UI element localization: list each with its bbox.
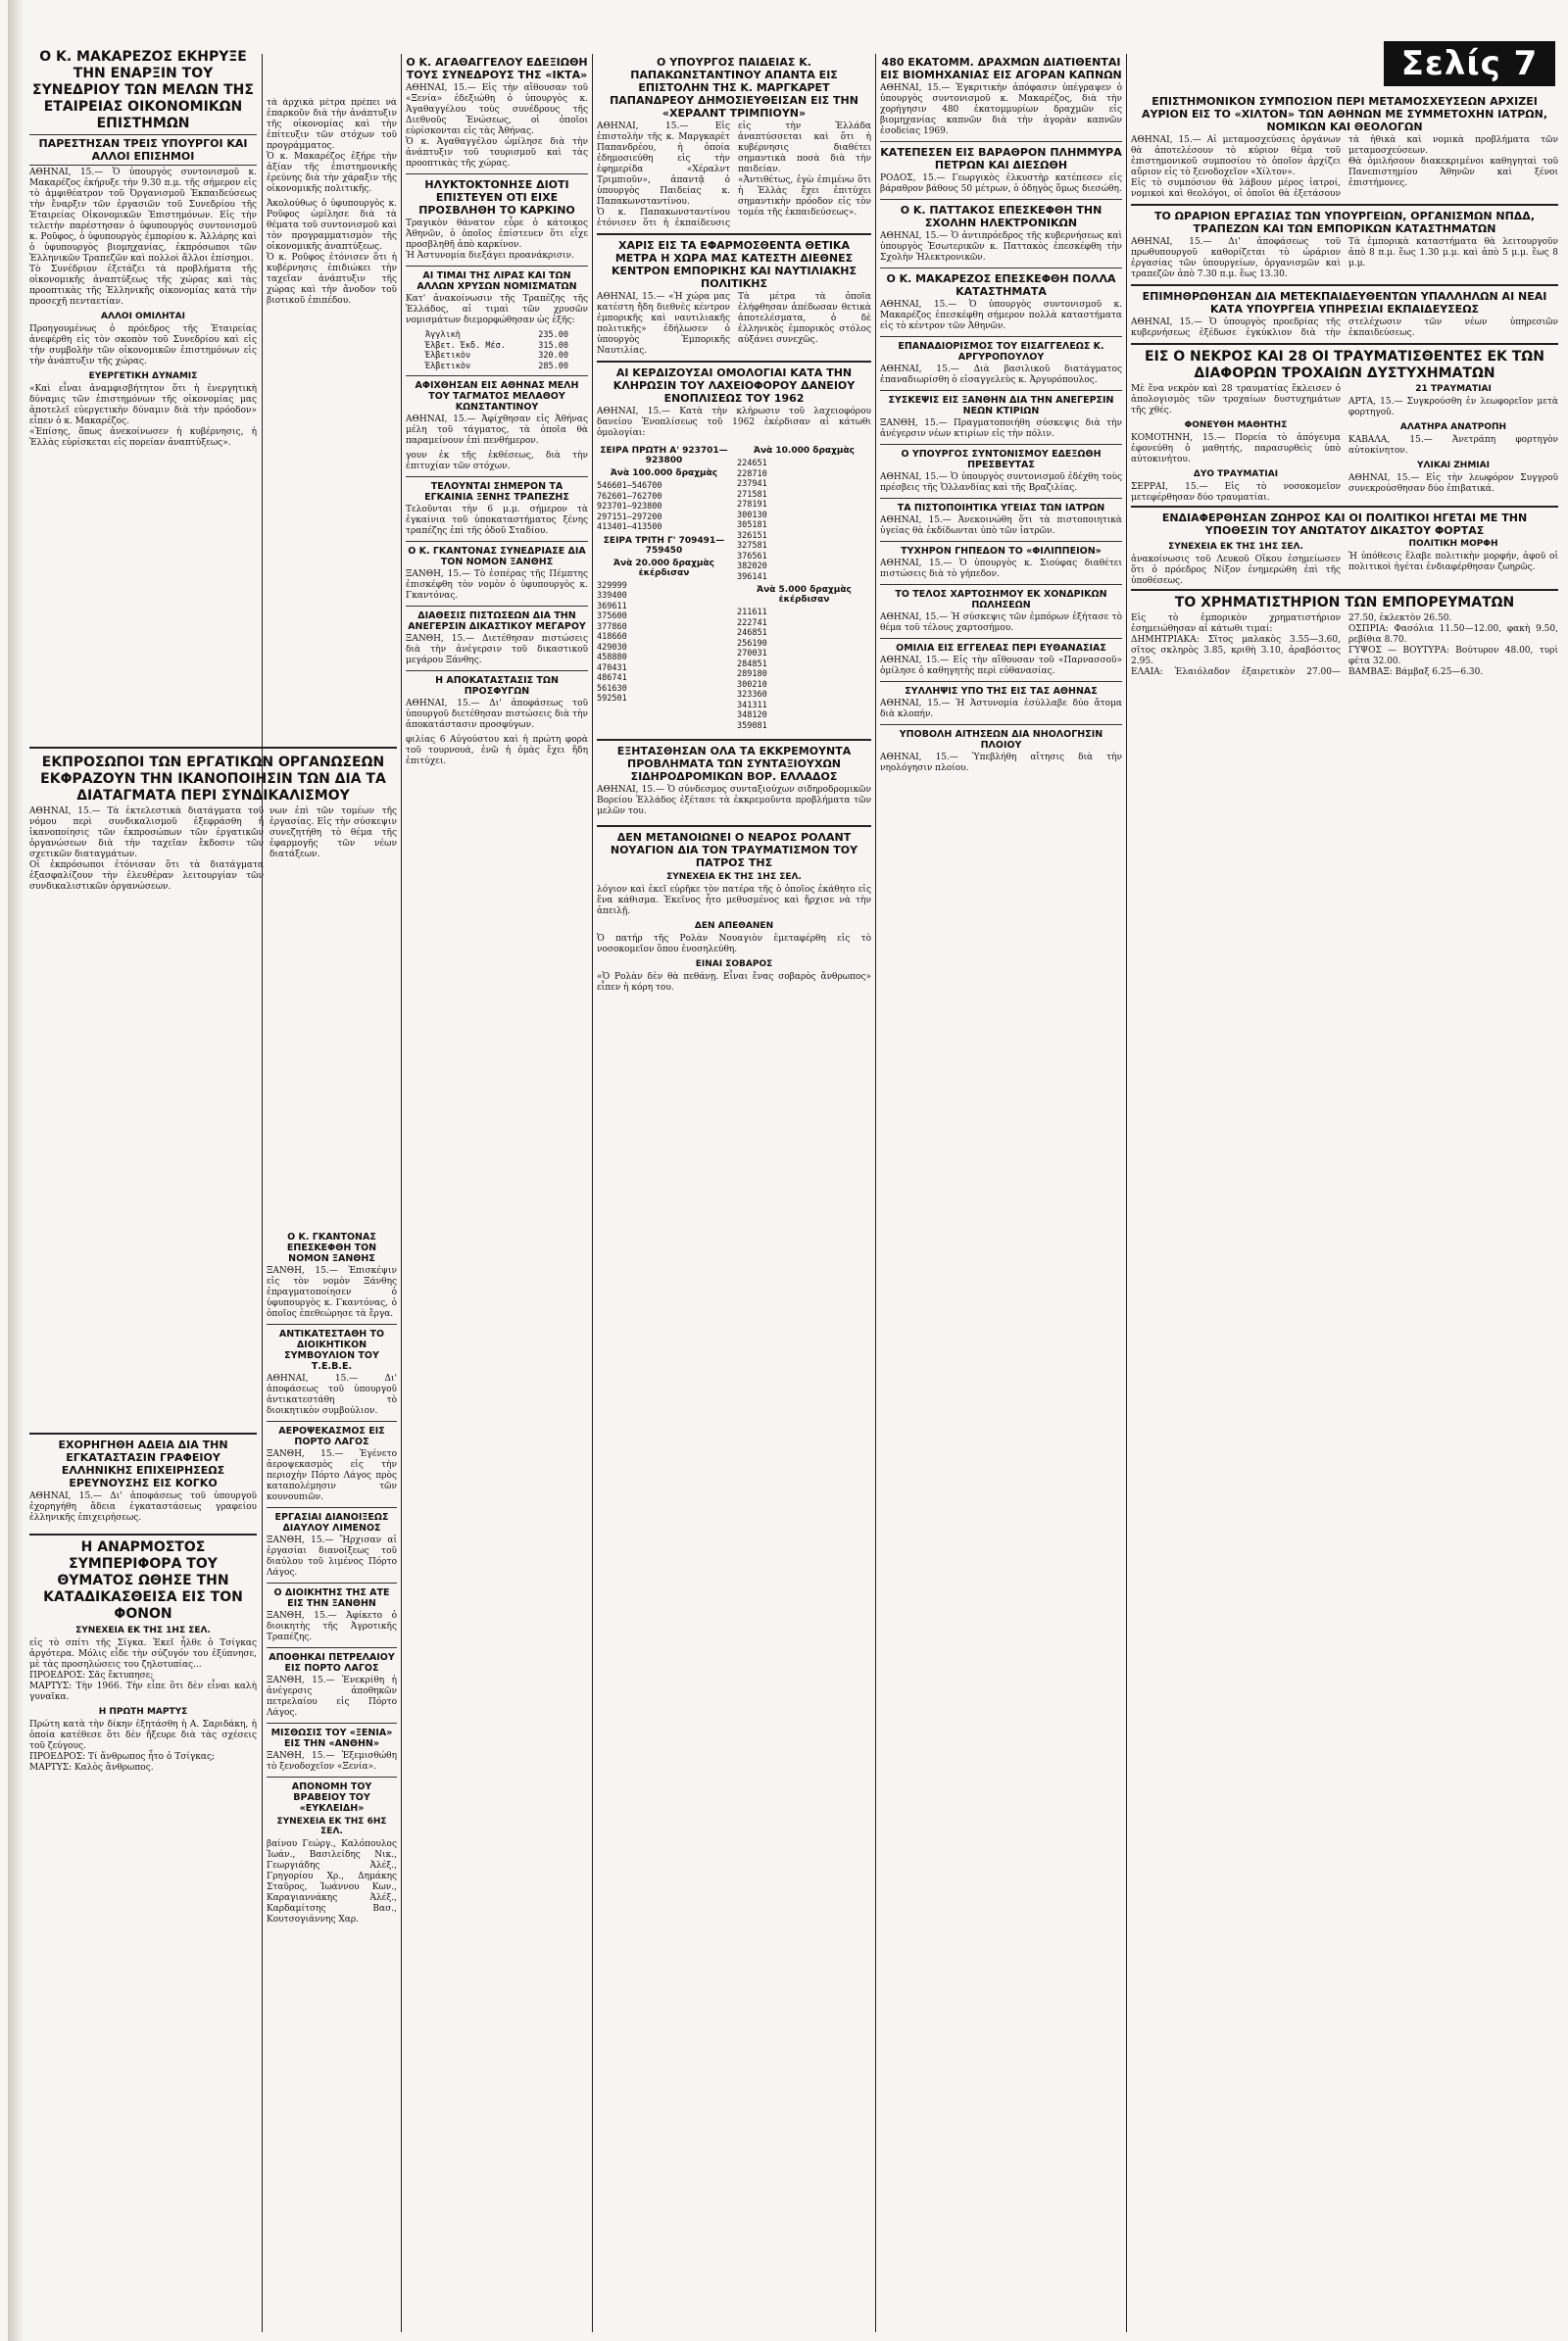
headline: Ο Κ. ΜΑΚΑΡΕΖΟΣ ΕΚΗΡΥΞΕ ΤΗΝ ΕΝΑΡΞΙΝ ΤΟΥ ΣΥΝΕΔΡΙΟΥ ΤΩΝ ΜΕΛΩΝ ΤΗΣ ΕΤΑΙΡΕΙΑΣ ΟΙΚΟΝΟΜΙΚΩΝ ΕΠΙΣΤΗΜΩΝ bbox=[32, 49, 254, 131]
article-body: ΑΘΗΝΑΙ, 15.— Ἡ Ἀστυνομία ἐσύλλαβε δύο ἄτομα διὰ κλοπήν. bbox=[880, 699, 1122, 719]
headline: ΚΑΤΕΠΕΣΕΝ ΕΙΣ ΒΑΡΑΘΡΟΝ ΠΛΗΜΜΥΡΑ ΠΕΤΡΩΝ ΚΑΙ ΔΙΕΣΩΘΗ bbox=[880, 146, 1122, 171]
headline: ΑΙ ΤΙΜΑΙ ΤΗΣ ΛΙΡΑΣ ΚΑΙ ΤΩΝ ΑΛΛΩΝ ΧΡΥΣΩΝ ΝΟΜΙΣΜΑΤΩΝ bbox=[416, 270, 577, 292]
article-body: ΑΡΤΑ, 15.— Συγκρούσθη ἐν λεωφορεῖον μετὰ φορτηγοῦ. bbox=[1348, 397, 1558, 417]
headline: ΕΠΙΜΗΘΡΩΘΗΣΑΝ ΔΙΑ ΜΕΤΕΚΠΑΙΔΕΥΘΕΝΤΩΝ ΥΠΑΛΛΗΛΩΝ ΑΙ ΝΕΑΙ ΚΑΤΑ ΥΠΟΥΡΓΕΙΑ ΥΠΗΡΕΣΙΑΙ ΕΚΠΑΙΔΕΥΣΕΩΣ bbox=[1131, 284, 1558, 316]
headline: ΥΠΟΒΟΛΗ ΑΙΤΗΣΕΩΝ ΔΙΑ ΝΗΟΛΟΓΗΣΙΝ ΠΛΟΙΟΥ bbox=[899, 729, 1103, 751]
bond-prize-label: Ἀνὰ 100.000 δραχμὰς bbox=[610, 468, 718, 478]
continuation-note: ΣΥΝΕΧΕΙΑ ΕΚ ΤΗΣ 1ΗΣ ΣΕΛ. bbox=[666, 872, 802, 882]
bond-lists bbox=[597, 443, 871, 731]
bond-number: 341311 bbox=[737, 700, 767, 710]
section-subhead: ΑΛΑΤΗΡΑ ΑΝΑΤΡΟΠΗ bbox=[1399, 422, 1507, 432]
bond-number: 271581 bbox=[737, 489, 767, 500]
article-body: ΑΘΗΝΑΙ, 15.— Ὁ ἀντιπρόεδρος τῆς κυβερνήσεως καὶ ὑπουργὸς Ἐσωτερικῶν κ. Παττακὸς ἐπεσκέφθη τὴν Σχολὴν Ἠλεκτρονικῶν. bbox=[880, 231, 1122, 263]
section-subhead: ΕΥΕΡΓΕΤΙΚΗ ΔΥΝΑΜΙΣ bbox=[88, 371, 198, 381]
headline: ΤΑ ΠΙΣΤΟΠΟΙΗΤΙΚΑ ΥΓΕΙΑΣ ΤΩΝ ΙΑΤΡΩΝ bbox=[897, 503, 1105, 513]
article-body: ἀνακοίνωσις τοῦ Λευκοῦ Οἴκου ἐσημείωσεν ὅτι ὁ πρόεδρος Νίξον ἐνημερώθη ἐπὶ τῆς ὑποθέσεως. bbox=[1131, 555, 1341, 586]
article-body: Πρώτη κατὰ τὴν δίκην ἐξητάσθη ἡ Α. Σαριδάκη, ἡ ὁποία κατέθεσε ὅτι δὲν ἤξευρε διὰ τὰς σχέσεις τοῦ ζεύγους. ΠΡΟΕΔΡΟΣ: Τί ἄνθρωπος ἦτο ὁ Τσίγκας; ΜΑΡΤΥΣ: Καλὸς ἄνθρωπος. bbox=[29, 1720, 257, 1773]
headline: ΤΟ ΧΡΗΜΑΤΙΣΤΗΡΙΟΝ ΤΩΝ ΕΜΠΟΡΕΥΜΑΤΩΝ bbox=[1131, 589, 1558, 611]
bond-number: 592501 bbox=[597, 694, 627, 704]
bond-number: 289180 bbox=[737, 669, 767, 679]
column-2-lower bbox=[267, 1230, 397, 2332]
article-body: ΞΑΝΘΗ, 15.— Διετέθησαν πιστώσεις διὰ τὴν ἀνέγερσιν τοῦ δικαστικοῦ μεγάρου Ξάνθης. bbox=[406, 634, 588, 665]
bond-number: 329999 bbox=[597, 580, 627, 591]
bond-number: 284851 bbox=[737, 658, 767, 669]
bond-number: 256190 bbox=[737, 638, 767, 649]
section-subhead: ΑΛΛΟΙ ΟΜΙΛΗΤΑΙ bbox=[101, 312, 185, 321]
section-subhead: ΠΟΛΙΤΙΚΗ ΜΟΡΦΗ bbox=[1408, 539, 1498, 549]
bond-prize-label: Ἀνὰ 20.000 δραχμὰς ἐκέρδισαν bbox=[612, 558, 715, 578]
article-body: ΑΘΗΝΑΙ, 15.— Ὁ ὑπουργὸς συντονισμοῦ ἐδέχθη τοὺς πρέσβεις τῆς Ὁλλανδίας καὶ τῆς Βραζιλίας. bbox=[880, 472, 1122, 493]
headline: ΕΚΠΡΟΣΩΠΟΙ ΤΩΝ ΕΡΓΑΤΙΚΩΝ ΟΡΓΑΝΩΣΕΩΝ ΕΚΦΡΑΖΟΥΝ ΤΗΝ ΙΚΑΝΟΠΟΙΗΣΙΝ ΤΩΝ ΔΙΑ ΤΑ ΔΙΑΤΑΓΜΑΤΑ ΠΕΡΙ ΣΥΝΔΙΚΑΛΙΣΜΟΥ bbox=[40, 755, 386, 804]
bond-number: 375600 bbox=[597, 611, 627, 621]
headline: ΧΑΡΙΣ ΕΙΣ ΤΑ ΕΦΑΡΜΟΣΘΕΝΤΑ ΘΕΤΙΚΑ ΜΕΤΡΑ Η ΧΩΡΑ ΜΑΣ ΚΑΤΕΣΤΗ ΔΙΕΘΝΕΣ ΚΕΝΤΡΟΝ ΕΜΠΟΡΙΚΗΣ ΚΑΙ ΝΑΥΤΙΛΙΑΚΗΣ ΠΟΛΙΤΙΚΗΣ bbox=[597, 233, 871, 290]
bond-series-label: ΣΕΙΡΑ ΤΡΙΤΗ Γ' 709491—759450 bbox=[603, 535, 725, 556]
article-body: Κατ' ἀνακοίνωσιν τῆς Τραπέζης τῆς Ἑλλάδος, αἱ τιμαὶ τῶν χρυσῶν νομισμάτων διεμορφώθησαν ὡς ἑξῆς: bbox=[406, 294, 588, 325]
bond-number: 546601—546700 bbox=[597, 481, 662, 491]
article-body: ΞΑΝΘΗ, 15.— Τὸ ἐσπέρας τῆς Πέμπτης ἐπισκέφθη τὸν νομὸν ὁ ὑφυπουργὸς κ. Γκαντόνας. bbox=[406, 569, 588, 601]
article-body: ΑΘΗΝΑΙ, 15.— Δι' ἀποφάσεως τοῦ ὑπουργοῦ ἀντικατεστάθη τὸ διοικητικὸν συμβούλιον. bbox=[267, 1374, 397, 1416]
headline: ΕΧΟΡΗΓΗΘΗ ΑΔΕΙΑ ΔΙΑ ΤΗΝ ΕΓΚΑΤΑΣΤΑΣΙΝ ΓΡΑΦΕΙΟΥ ΕΛΛΗΝΙΚΗΣ ΕΠΙΧΕΙΡΗΣΕΩΣ ΕΡΕΥΝΟΥΣΗΣ ΕΙΣ ΚΟΓΚΟ bbox=[29, 1433, 257, 1489]
headline: Ο ΥΠΟΥΡΓΟΣ ΣΥΝΤΟΝΙΣΜΟΥ ΕΔΕΞΩΘΗ ΠΡΕΣΒΕΥΤΑΣ bbox=[901, 449, 1102, 470]
article-body: ΞΑΝΘΗ, 15.— Ἀφίκετο ὁ διοικητὴς τῆς Ἀγροτικῆς Τραπέζης. bbox=[267, 1611, 397, 1642]
headline: ΕΠΑΝΑΔΙΟΡΙΣΜΟΣ ΤΟΥ ΕΙΣΑΓΓΕΛΕΩΣ Κ. ΑΡΓΥΡΟΠΟΥΛΟΥ bbox=[898, 341, 1104, 363]
article-body: ΞΑΝΘΗ, 15.— Ἐξεμισθώθη τὸ ξενοδοχεῖον «Ξενία». bbox=[267, 1751, 397, 1772]
article-body: ΑΘΗΝΑΙ, 15.— Ἀνεκοινώθη ὅτι τὰ πιστοποιητικὰ ὑγείας θὰ ἐκδίδωνται ὑπὸ τῶν ἰατρῶν. bbox=[880, 515, 1122, 536]
column-3 bbox=[406, 54, 588, 2332]
headline: ΔΕΝ ΜΕΤΑΝΟΙΩΝΕΙ Ο ΝΕΑΡΟΣ ΡΟΛΑΝΤ ΝΟΥΑΓΙΟΝ ΔΙΑ ΤΟΝ ΤΡΑΥΜΑΤΙΣΜΟΝ ΤΟΥ ΠΑΤΡΟΣ ΤΗΣ bbox=[597, 825, 871, 869]
bond-number: 382020 bbox=[737, 561, 767, 571]
article-body: ΚΑΒΑΛΑ, 15.— Ἀνετράπη φορτηγὸν αὐτοκίνητον. bbox=[1348, 435, 1558, 456]
headline: ΤΥΧΗΡΟΝ ΓΗΠΕΔΟΝ ΤΟ «ΦΙΛΙΠΠΕΙΟΝ» bbox=[901, 546, 1102, 557]
continuation-note: ΣΥΝΕΧΕΙΑ ΕΚ ΤΗΣ 6ΗΣ ΣΕΛ. bbox=[276, 1817, 387, 1836]
article-body: «Καὶ εἶναι ἀναμφισβήτητον ὅτι ἡ ἐνεργητικὴ δύναμις τῶν ἐπιστημόνων τῆς οἰκονομίας μας ἀποτελεῖ εὐεργετικὴν δύναμιν διὰ τὴν πρόοδον» εἶπεν ὁ κ. Μακαρέζος. «Ἐπίσης, ὅπως ἀνεκοίνωσεν ἡ κυβέρνησις, ἡ Ἐλλὰς εὑρίσκεται εἰς πορείαν ἀναπτύξεως». bbox=[29, 384, 257, 448]
article-body: ΑΘΗΝΑΙ, 15.— Ὑπεβλήθη αἴτησις διὰ τὴν νηολόγησιν πλοίου. bbox=[880, 753, 1122, 773]
article-body: ΑΘΗΝΑΙ, 15.— Ἐγκριτικὴν ἀπόφασιν ὑπέγραψεν ὁ ὑπουργὸς συντονισμοῦ κ. Μακαρέζος, διὰ τὴν χορήγησιν 480 ἑκατομμυρίων δραχμῶν εἰς βιομηχανίας καπνῶν διὰ τὴν ἀγορὰν καπνῶν ἐσοδείας 1969. bbox=[880, 83, 1122, 136]
article-body: Προηγουμένως ὁ πρόεδρος τῆς Ἑταιρείας ἀνεφέρθη εἰς τὸν σκοπὸν τοῦ Συνεδρίου καὶ εἰς τὴν συμβολὴν τῶν οἰκονομικῶν ἐπιστημόνων εἰς τὴν ἀνάπτυξιν τῆς χώρας. bbox=[29, 324, 257, 366]
bond-number: 429030 bbox=[597, 642, 627, 653]
article-body: ΑΘΗΝΑΙ, 15.— Ἀφίχθησαν εἰς Ἀθήνας μέλη τοῦ τάγματος, τὰ ὁποῖα θὰ παραμείνουν ἐπὶ πενθήμερον. bbox=[406, 415, 588, 446]
bond-number: 211611 bbox=[737, 608, 767, 617]
headline: 480 ΕΚΑΤΟΜΜ. ΔΡΑΧΜΩΝ ΔΙΑΤΙΘΕΝΤΑΙ ΕΙΣ ΒΙΟΜΗΧΑΝΙΑΣ ΕΙΣ ΑΓΟΡΑΝ ΚΑΠΝΩΝ bbox=[880, 56, 1122, 81]
continuation-note: ΣΥΝΕΧΕΙΑ ΕΚ ΤΗΣ 1ΗΣ ΣΕΛ. bbox=[1168, 542, 1303, 552]
page-number-tag: Σελίς 7 bbox=[1384, 41, 1555, 86]
headline: Ο ΥΠΟΥΡΓΟΣ ΠΑΙΔΕΙΑΣ Κ. ΠΑΠΑΚΩΝΣΤΑΝΤΙΝΟΥ ΑΠΑΝΤΑ ΕΙΣ ΕΠΙΣΤΟΛΗΝ ΤΗΣ Κ. ΜΑΡΓΚΑΡΕΤ ΠΑΠΑΝΔΡΕΟΥ ΔΗΜΟΣΙΕΥΘΕΙΣΑΝ ΕΙΣ ΤΗΝ «ΧΕΡΑΛΝΤ ΤΡΙΜΠΙΟΥΝ» bbox=[610, 56, 858, 120]
column-5 bbox=[880, 54, 1122, 2332]
headline: ΔΙΑΘΕΣΙΣ ΠΙΣΤΩΣΕΩΝ ΔΙΑ ΤΗΝ ΑΝΕΓΕΡΣΙΝ ΔΙΚΑΣΤΙΚΟΥ ΜΕΓΑΡΟΥ bbox=[408, 610, 586, 632]
bond-number: 222741 bbox=[737, 617, 767, 628]
article-body: Ὁ πατήρ τῆς Ρολὰν Νουαγιὸν ἐμεταφέρθη εἰς τὸ νοσοκομεῖον ὅπου ἐνοσηλεύθη. bbox=[597, 934, 871, 954]
article-body: τὰ ἀρχικὰ μέτρα πρέπει νὰ ἐπαρκοῦν διὰ τὴν ἀνάπτυξιν τῆς οἰκονομίας καὶ τὴν ἐπίτευξιν τῶν στόχων τοῦ προγράμματος. Ὁ κ. Μακαρέζος ἐξήρε τὴν ἀξίαν τῆς ἐπιστημονικῆς ἐρεύνης διὰ τὴν χάραξιν τῆς οἰκονομικῆς πολιτικῆς. bbox=[267, 98, 397, 194]
article-body: ΑΘΗΝΑΙ, 15.— Εἰς ἐπιστολὴν τῆς κ. Μαργκαρὲτ Παπανδρέου, ἡ ὁποία ἐδημοσιεύθη εἰς τὴν ἐφημερίδα «Χέραλντ Τριμπιοῦν», ἀπαντᾷ ὁ ὑπουργὸς Παιδείας κ. Παπακωνσταντίνου. Ὁ κ. Παπακωνσταντίνου ἐτόνισεν ὅτι ἡ ἐκπαίδευσις εἰς τὴν Ἑλλάδα ἀναπτύσσεται καὶ ὅτι ἡ κυβέρνησις διαθέτει σημαντικὰ ποσὰ διὰ τὴν παιδείαν. «Ἀντιθέτως, ἐγὼ ἐπιμένω ὅτι ἡ Ἑλλὰς ἔχει ἐπιτύχει σημαντικὴν πρόοδον εἰς τὸν τομέα τῆς ἐκπαιδεύσεως». bbox=[597, 122, 871, 228]
article-body: ΞΑΝΘΗ, 15.— Ἐπισκέψιν εἰς τὸν νομὸν Ξάνθης ἐπραγματοποίησεν ὁ ὑφυπουργὸς κ. Γκαντόνας, ὁ ὁποῖος ἐπεθεώρησε τὰ ἔργα. bbox=[267, 1266, 397, 1319]
headline: Ο Κ. ΑΓΑΘΑΓΓΕΛΟΥ ΕΔΕΞΙΩΘΗ ΤΟΥΣ ΣΥΝΕΔΡΟΥΣ ΤΗΣ «ΙΚΤΑ» bbox=[406, 56, 588, 81]
price-row: Ἑλβετικὸν 320.00 bbox=[425, 351, 568, 361]
bond-number: 270031 bbox=[737, 649, 767, 658]
headline: ΑΦΙΧΘΗΣΑΝ ΕΙΣ ΑΘΗΝΑΣ ΜΕΛΗ ΤΟΥ ΤΑΓΜΑΤΟΣ ΜΕΛΑΘΟΥ ΚΩΝΣΤΑΝΤΙΝΟΥ bbox=[415, 380, 579, 413]
page-fold-shadow bbox=[8, 0, 24, 2341]
article-body: ΣΕΡΡΑΙ, 15.— Εἰς τὸ νοσοκομεῖον μετεφέρθησαν δύο τραυματίαι. bbox=[1131, 482, 1341, 503]
headline: ΕΙΣ Ο ΝΕΚΡΟΣ ΚΑΙ 28 ΟΙ ΤΡΑΥΜΑΤΙΣΘΕΝΤΕΣ ΕΚ ΤΩΝ ΔΙΑΦΟΡΩΝ ΤΡΟΧΑΙΩΝ ΔΥΣΤΥΧΗΜΑΤΩΝ bbox=[1131, 343, 1558, 382]
continuation-note: ΣΥΝΕΧΕΙΑ ΕΚ ΤΗΣ 1ΗΣ ΣΕΛ. bbox=[75, 1626, 211, 1635]
headline: ΕΝΔΙΑΦΕΡΘΗΣΑΝ ΖΩΗΡΟΣ ΚΑΙ ΟΙ ΠΟΛΙΤΙΚΟΙ ΗΓΕΤΑΙ ΜΕ ΤΗΝ ΥΠΟΘΕΣΙΝ ΤΟΥ ΑΝΩΤΑΤΟΥ ΔΙΚΑΣΤΟΥ ΦΟΡΤΑΣ bbox=[1131, 506, 1558, 537]
bond-number: 246851 bbox=[737, 628, 767, 638]
article-body: Ἀκολούθως ὁ ὑφυπουργὸς κ. Ροῦφος ὡμίλησε διὰ τὰ θέματα τοῦ συντονισμοῦ καὶ τὸν προγραμματισμὸν τῆς οἰκονομικῆς ἀναπτύξεως. Ὁ κ. Ροῦφος ἐτόνισεν ὅτι ἡ κυβέρνησις ἐπιδιώκει τὴν ταχεῖαν ἀνάπτυξιν τῆς χώρας καὶ τὴν ἄνοδον τοῦ βιοτικοῦ ἐπιπέδου. bbox=[267, 199, 397, 306]
article-body: ΑΘΗΝΑΙ, 15.— Ὁ ὑπουργὸς προεδρίας τῆς κυβερνήσεως ἐξέδωσε ἐγκύκλιον διὰ τὴν στελέχωσιν τῶν νέων ὑπηρεσιῶν ἐκπαιδεύσεως. bbox=[1131, 317, 1558, 338]
article-labor-unions bbox=[29, 747, 397, 1219]
column-4 bbox=[597, 54, 871, 2332]
bond-number: 561630 bbox=[597, 683, 627, 694]
article-body: Τραγικὸν θάνατον εὗρε ὁ κάτοικος Ἀθηνῶν, ὁ ὁποῖος ἐπίστευεν ὅτι εἶχε προσβληθῆ ἀπὸ καρκίνον. Ἡ Ἀστυνομία διεξάγει προανάκρισιν. bbox=[406, 219, 588, 261]
headline: Ο Κ. ΜΑΚΑΡΕΖΟΣ ΕΠΕΣΚΕΦΘΗ ΠΟΛΛΑ ΚΑΤΑΣΤΗΜΑΤΑ bbox=[886, 272, 1116, 298]
section-subhead: ΥΛΙΚΑΙ ΖΗΜΙΑΙ bbox=[1417, 461, 1490, 470]
article-body: ΑΘΗΝΑΙ, 15.— Εἰς τὴν λεωφόρον Συγγροῦ συνεκρούσθησαν δύο ἐπιβατικά. bbox=[1348, 473, 1558, 494]
headline: ΗΛΥΚΤΟΚΤΟΝΗΣΕ ΔΙΟΤΙ ΕΠΙΣΤΕΥΕΝ ΟΤΙ ΕΙΧΕ ΠΡΟΣΒΛΗΘΗ ΤΟ ΚΑΡΚΙΝΟ bbox=[418, 178, 575, 217]
article-body: ΑΘΗΝΑΙ, 15.— «Ἡ χώρα μας κατέστη ἤδη διεθνὲς κέντρον ἐμπορικῆς καὶ ναυτιλιακῆς πολιτικῆς» ἐδήλωσεν ὁ ὑπουργὸς Ἐμπορικῆς Ναυτιλίας. Τὰ μέτρα τὰ ὁποῖα ἐλήφθησαν ἀπέδωσαν θετικὰ ἀποτελέσματα, ὁ δὲ ἑλληνικὸς ἐμπορικὸς στόλος αὐξάνει συνεχῶς. bbox=[597, 292, 871, 356]
article-body: φιλίας 6 Αὐγούστου καὶ ἡ πρώτη φορὰ τοῦ τουρνουά, ἐνῶ ἡ ὁμὰς ἔχει ἤδη ἐπιτύχει. bbox=[406, 735, 588, 766]
bond-number: 470431 bbox=[597, 662, 627, 673]
bond-number: 278191 bbox=[737, 500, 767, 510]
article-body: ΞΑΝΘΗ, 15.— Πραγματοποιήθη σύσκεψις διὰ τὴν ἀνέγερσιν νέων κτιρίων εἰς τὴν πόλιν. bbox=[880, 418, 1122, 439]
bond-number: 300210 bbox=[737, 679, 767, 690]
article-body: ΑΘΗΝΑΙ, 15.— Δι' ἀποφάσεως τοῦ ὑπουργοῦ ἐχορηγήθη ἄδεια ἐγκαταστάσεως γραφείου ἐλληνικῆς ἐπιχειρήσεως. bbox=[29, 1491, 257, 1523]
bond-number: 923701—923800 bbox=[597, 502, 662, 512]
column-rule bbox=[592, 54, 593, 2332]
section-subhead: ΔΕΝ ΑΠΕΘΑΝΕΝ bbox=[694, 921, 774, 931]
headline: ΣΥΣΚΕΨΙΣ ΕΙΣ ΞΑΝΘΗΝ ΔΙΑ ΤΗΝ ΑΝΕΓΕΡΣΙΝ ΝΕΩΝ ΚΤΙΡΙΩΝ bbox=[888, 395, 1114, 416]
article-body: ΑΘΗΝΑΙ, 15.— Ὁ ὑπουργὸς συντονισμοῦ κ. Μακαρέζος ἐπεσκέφθη σήμερον πολλὰ καταστήματα εἰς τὸ κέντρον τῶν Ἀθηνῶν. bbox=[880, 300, 1122, 331]
fortas-case-body bbox=[1131, 539, 1558, 587]
bond-number: 237941 bbox=[737, 479, 767, 489]
article-body: ΑΘΗΝΑΙ, 15.— Εἰς τὴν αἴθουσαν τοῦ «Ξενία» ἐδεξιώθη ὁ ὑπουργὸς κ. Ἀγαθαγγέλου τοὺς συνέδρους τῆς Διεθνοῦς Ἑνώσεως, οἱ ὁποῖοι εὑρίσκονται εἰς τὰς Ἀθήνας. Ὁ κ. Ἀγαθαγγέλου ὡμίλησε διὰ τὴν ἀνάπτυξιν τοῦ τουρισμοῦ καὶ τὰς προοπτικὰς τῆς χώρας. bbox=[406, 83, 588, 169]
article-body: ΚΟΜΟΤΗΝΗ, 15.— Πορεία τὸ ἀπόγευμα ἐφονεύθη ὁ μαθητής, παρασυρθεὶς ὑπὸ αὐτοκινήτου. bbox=[1131, 433, 1341, 464]
headline: ΣΥΛΛΗΨΙΣ ΥΠΟ ΤΗΣ ΕΙΣ ΤΑΣ ΑΘΗΝΑΣ bbox=[905, 686, 1098, 697]
article-body: ΡΟΔΟΣ, 15.— Γεωργικὸς ἐλκυστὴρ κατέπεσεν εἰς βάραθρον βάθους 50 μέτρων, ὁ ὁδηγὸς ὅμως διεσώθη. bbox=[880, 173, 1122, 194]
article-body: ΑΘΗΝΑΙ, 15.— Δι' ἀποφάσεως τοῦ ὑπουργοῦ διετέθησαν πιστώσεις διὰ τὴν ἀποκατάστασιν προσφύγων. bbox=[406, 699, 588, 730]
bond-number: 377860 bbox=[597, 621, 627, 632]
headline: Ο Κ. ΓΚΑΝΤΟΝΑΣ ΣΥΝΕΔΡΙΑΣΕ ΔΙΑ ΤΟΝ ΝΟΜΟΝ ΞΑΝΘΗΣ bbox=[408, 546, 586, 567]
headline: ΤΕΛΟΥΝΤΑΙ ΣΗΜΕΡΟΝ ΤΑ ΕΓΚΑΙΝΙΑ ΞΕΝΗΣ ΤΡΑΠΕΖΗΣ bbox=[424, 481, 569, 503]
bond-number: 323360 bbox=[737, 690, 767, 700]
article-body: Ἡ ὑπόθεσις ἔλαβε πολιτικὴν μορφήν, ἀφοῦ οἱ πολιτικοὶ ἡγέται ἐνδιαφέρθησαν ζωηρῶς. bbox=[1348, 552, 1558, 572]
bond-number: 369611 bbox=[597, 601, 627, 611]
price-row: Ἀγγλικὴ 235.00 bbox=[425, 330, 568, 340]
bond-number: 326151 bbox=[737, 530, 767, 541]
headline: Η ΑΠΟΚΑΤΑΣΤΑΣΙΣ ΤΩΝ ΠΡΟΣΦΥΓΩΝ bbox=[435, 675, 559, 697]
headline: Ο Κ. ΓΚΑΝΤΟΝΑΣ ΕΠΕΣΚΕΦΘΗ ΤΟΝ ΝΟΜΟΝ ΞΑΝΘΗΣ bbox=[286, 1232, 377, 1264]
headline: Ο ΔΙΟΙΚΗΤΗΣ ΤΗΣ ΑΤΕ ΕΙΣ ΤΗΝ ΞΑΝΘΗΝ bbox=[273, 1587, 390, 1609]
section-subhead: ΔΥΟ ΤΡΑΥΜΑΤΙΑΙ bbox=[1193, 469, 1279, 479]
column-rule bbox=[875, 54, 876, 2332]
article-body: Τελοῦνται τὴν 6 μ.μ. σήμερον τὰ ἐγκαίνια τοῦ ὑποκαταστήματος ξένης τραπέζης ἐπὶ τῆς ὁδοῦ Σταδίου. bbox=[406, 505, 588, 536]
bond-number: 458880 bbox=[597, 653, 627, 662]
article-body: ΑΘΗΝΑΙ, 15.— Εἰς τὴν αἴθουσαν τοῦ «Παρνασσοῦ» ὁμίλησε ὁ καθηγητὴς περὶ εὐθανασίας. bbox=[880, 656, 1122, 676]
article-body: ΞΑΝΘΗ, 15.— Ἐνεκρίθη ἡ ἀνέγερσις ἀποθηκῶν πετρελαίου εἰς Πόρτο Λάγος. bbox=[267, 1676, 397, 1718]
column-rule bbox=[401, 54, 402, 2332]
bond-number: 297151—297200 bbox=[597, 512, 662, 522]
headline: ΜΙΣΘΩΣΙΣ ΤΟΥ «ΞΕΝΙΑ» ΕΙΣ ΤΗΝ «ΑΝΘΗΝ» bbox=[270, 1728, 393, 1749]
column-2 bbox=[267, 98, 397, 735]
bond-number: 359081 bbox=[737, 720, 767, 731]
headline: ΤΟ ΩΡΑΡΙΟΝ ΕΡΓΑΣΙΑΣ ΤΩΝ ΥΠΟΥΡΓΕΙΩΝ, ΟΡΓΑΝΙΣΜΩΝ ΝΠΔΔ, ΤΡΑΠΕΖΩΝ ΚΑΙ ΤΩΝ ΕΜΠΟΡΙΚΩΝ ΚΑΤΑΣΤΗΜΑΤΩΝ bbox=[1131, 204, 1558, 235]
article-body: ΞΑΝΘΗ, 15.— Ἐγένετο ἀεροψεκασμὸς εἰς τὴν περιοχὴν Πόρτο Λάγος πρὸς καταπολέμησιν τῶν κουνουπιῶν. bbox=[267, 1449, 397, 1502]
headline: ΕΞΗΤΑΣΘΗΣΑΝ ΟΛΑ ΤΑ ΕΚΚΡΕΜΟΥΝΤΑ ΠΡΟΒΛΗΜΑΤΑ ΤΩΝ ΣΥΝΤΑΞΙΟΥΧΩΝ ΣΙΔΗΡΟΔΡΟΜΙΚΩΝ ΒΟΡ. ΕΛΛΑΔΟΣ bbox=[597, 739, 871, 783]
bond-number: 228710 bbox=[737, 468, 767, 479]
price-row: Ἐλβετικὸν 285.00 bbox=[425, 361, 568, 371]
headline: ΑΕΡΟΨΕΚΑΣΜΟΣ ΕΙΣ ΠΟΡΤΟ ΛΑΓΟΣ bbox=[278, 1426, 385, 1447]
price-row: Ἐλβετ. Ἐκδ. Μέσ. 315.00 bbox=[425, 340, 568, 351]
headline: Η ΑΝΑΡΜΟΣΤΟΣ ΣΥΜΠΕΡΙΦΟΡΑ ΤΟΥ ΘΥΜΑΤΟΣ ΩΘΗΣΕ ΤΗΝ ΚΑΤΑΔΙΚΑΣΘΕΙΣΑ ΕΙΣ ΤΟΝ ΦΟΝΟΝ bbox=[29, 1534, 257, 1623]
bond-number: 300130 bbox=[737, 510, 767, 520]
article-body: ΑΘΗΝΑΙ, 15.— Κατὰ τὴν κλήρωσιν τοῦ λαχειοφόρου δανείου Ἐνοπλίσεως τοῦ 1962 ἐκέρδισαν αἱ κάτωθι ὁμολογίαι: bbox=[597, 407, 871, 438]
section-subhead: ΕΙΝΑΙ ΣΟΒΑΡΟΣ bbox=[695, 959, 773, 969]
article-body: ΑΘΗΝΑΙ, 15.— Ὁ ὑπουργὸς κ. Σιούφας διαθέτει πιστώσεις διὰ τὸ γήπεδον. bbox=[880, 559, 1122, 579]
column-1-lower bbox=[29, 1431, 257, 2332]
article-body: εἰς τὸ σπίτι τῆς Σίγκα. Ἐκεῖ ἦλθε ὁ Τσίγκας ἀργότερα. Μόλις εἶδε τὴν σύζυγόν του ἐξύπνησε, μὲ τὰς προσηλώσεις του ζηλοτυπίας... ΠΡΟΕΔΡΟΣ: Σᾶς ἔκτυπησε; ΜΑΡΤΥΣ: Τὴν 1966. Τὴν εἶπε ὅτι δὲν εἶναι καλὴ γυναῖκα. bbox=[29, 1638, 257, 1702]
bond-number: 339400 bbox=[597, 591, 627, 601]
article-body: ΑΘΗΝΑΙ, 15.— Αἱ μεταμοσχεύσεις ὀργάνων θὰ ἀποτελέσουν τὸ κύριον θέμα τοῦ ἐπιστημονικοῦ συμποσίου τὸ ὁποῖον ἀρχίζει αὔριον εἰς τὸ ξενοδοχεῖον «Χίλτον». Εἰς τὸ συμπόσιον θὰ λάβουν μέρος ἰατροί, νομικοὶ καὶ θεολόγοι, οἱ ὁποῖοι θὰ ἐξετάσουν τὰ ἠθικὰ καὶ νομικὰ προβλήματα τῶν μεταμοσχεύσεων. Θὰ ὁμιλήσουν διακεκριμένοι καθηγηταὶ τοῦ Πανεπιστημίου Ἀθηνῶν καὶ ξένοι ἐπιστήμονες. bbox=[1131, 135, 1558, 199]
article-body: ΑΘΗΝΑΙ, 15.— Τὰ ἐκτελεστικὰ διατάγματα τοῦ νόμου περὶ συνδικαλισμοῦ ἐξεφράσθη ἡ ἱκανοποίησις τῶν ἐκπροσώπων τῶν ἐργατικῶν ὀργανώσεων διὰ τὴν ταχεῖαν ἔκδοσιν τῶν σχετικῶν διαταγμάτων. Οἱ ἐκπρόσωποι ἐτόνισαν ὅτι τὰ διατάγματα ἐξασφαλίζουν τὴν ἐλευθέραν λειτουργίαν τῶν συνδικαλιστικῶν ὀργανώσεων. bbox=[29, 806, 264, 892]
article-body: ΑΘΗΝΑΙ, 15.— Ὁ ὑπουργὸς συντονισμοῦ κ. Μακαρέζος ἐκήρυξε τὴν 9.30 π.μ. τῆς σήμερον εἰς τὸ ἀμφιθέατρον τοῦ Ὀργανισμοῦ Ἐκπαιδεύσεως τὴν ἔναρξιν τῶν ἐργασιῶν τοῦ Συνεδρίου τῆς Ἑταιρείας Οἰκονομικῶν Ἐπιστημόνων. Εἰς τὴν τελετὴν παρέστησαν ὁ ὑφυπουργὸς συντονισμοῦ κ. Ροῦφος, ὁ ὑφυπουργὸς ἐμπορίου κ. Ἀλλάρης καὶ ὁ ὑφυπουργὸς βιομηχανίας, ἐκπρόσωποι τῶν Ἑλληνικῶν Τραπεζῶν καὶ πολλοὶ ἄλλοι ἐπίσημοι. Τὸ Συνέδριον ἐξετάζει τὰ προβλήματα τῆς οἰκονομικῆς ἀναπτύξεως τῆς χώρας καὶ τὰς προοπτικὰς τῆς Ἑλληνικῆς οἰκονομίας κατὰ τὴν προσεχῆ πενταετίαν. bbox=[29, 168, 257, 307]
article-body: «Ὁ Ρολὰν δὲν θὰ πεθάνῃ. Εἶναι ἕνας σοβαρὸς ἄνθρωπος» εἶπεν ἡ κόρη του. bbox=[597, 972, 871, 993]
article-body: νων ἐπὶ τῶν τομέων τῆς ἐργασίας. Εἰς τὴν σύσκεψιν συνεζητήθη τὸ θέμα τῆς ἐφαρμογῆς τῶν νέων διατάξεων. bbox=[270, 806, 397, 859]
bond-number: 486741 bbox=[597, 673, 627, 683]
section-subhead: ΦΟΝΕΥΘΗ ΜΑΘΗΤΗΣ bbox=[1184, 420, 1288, 430]
column-6 bbox=[1131, 93, 1558, 2332]
bond-list-b bbox=[737, 443, 871, 731]
article-body: Μὲ ἕνα νεκρὸν καὶ 28 τραυματίας ἔκλεισεν ὁ ἀπολογισμὸς τῶν τροχαίων δυστυχημάτων τῆς χθές. bbox=[1131, 384, 1341, 415]
bond-prize-label: Ἀνὰ 5.000 δραχμὰς ἐκέρδισαν bbox=[757, 585, 852, 605]
bond-list-a bbox=[597, 443, 731, 731]
article-body: λόγιον καὶ ἐκεῖ εὑρῆκε τὸν πατέρα τῆς ὁ ὁποῖος ἐκάθητο εἰς ἕνα κάθισμα. Ἐκεῖνος ἦτο μεθυσμένος καὶ ἤρχισε νὰ τὴν ἀπειλῇ. bbox=[597, 885, 871, 916]
bond-number: 305181 bbox=[737, 520, 767, 530]
bond-number: 376561 bbox=[737, 551, 767, 561]
subheadline: ΠΑΡΕΣΤΗΣΑΝ ΤΡΕΙΣ ΥΠΟΥΡΓΟΙ ΚΑΙ ΑΛΛΟΙ ΕΠΙΣΗΜΟΙ bbox=[29, 134, 257, 166]
headline: ΑΠΟΝΟΜΗ ΤΟΥ ΒΡΑΒΕΙΟΥ ΤΟΥ «ΕΥΚΛΕΙΔΗ» bbox=[291, 1781, 372, 1814]
bond-number: 348120 bbox=[737, 710, 767, 720]
headline: ΑΝΤΙΚΑΤΕΣΤΑΘΗ ΤΟ ΔΙΟΙΚΗΤΙΚΟΝ ΣΥΜΒΟΥΛΙΟΝ ΤΟΥ Τ.Ε.Β.Ε. bbox=[278, 1329, 385, 1372]
bond-number: 396141 bbox=[737, 571, 767, 582]
headline: Ο Κ. ΠΑΤΤΑΚΟΣ ΕΠΕΣΚΕΦΘΗ ΤΗΝ ΣΧΟΛΗΝ ΗΛΕΚΤΡΟΝΙΚΩΝ bbox=[900, 204, 1102, 229]
headline: ΑΠΟΘΗΚΑΙ ΠΕΤΡΕΛΑΙΟΥ ΕΙΣ ΠΟΡΤΟ ΛΑΓΟΣ bbox=[269, 1652, 395, 1674]
headline: ΟΜΙΛΙΑ ΕΙΣ ΕΓΓΕΛΕΑΣ ΠΕΡΙ ΕΥΘΑΝΑΣΙΑΣ bbox=[896, 643, 1106, 654]
section-subhead: Η ΠΡΩΤΗ ΜΑΡΤΥΣ bbox=[98, 1707, 188, 1717]
article-body: ΑΘΗΝΑΙ, 15.— Δι' ἀποφάσεως τοῦ πρωθυπουργοῦ καθορίζεται τὸ ὡράριον ἐργασίας τῶν ὑπουργείων, ὀργανισμῶν καὶ τραπεζῶν ἀπὸ 7.30 π.μ. ἕως 13.30. Τὰ ἐμπορικὰ καταστήματα θὰ λειτουργοῦν ἀπὸ 8 π.μ. ἕως 1.30 μ.μ. καὶ ἀπὸ 5 μ.μ. ἕως 8 μ.μ. bbox=[1131, 237, 1558, 279]
article-body: Εἰς τὸ ἐμπορικὸν χρηματιστήριον ἐσημειώθησαν αἱ κάτωθι τιμαί: ΔΗΜΗΤΡΙΑΚΑ: Σῖτος μαλακὸς 3.55—3.60, σῖτος σκληρὸς 3.85, κριθὴ 3.10, ἀραβόσιτος 2.95. ΕΛΑΙΑ: Ἐλαιόλαδον ἐξαιρετικὸν 27.00—27.50, ἐκλεκτὸν 26.50. ΟΣΠΡΙΑ: Φασόλια 11.50—12.00, φακὴ 9.50, ρεβίθια 8.70. ΓΥΨΟΣ — ΒΟΥΤΥΡΑ: Βούτυρον 48.00, τυρὶ φέτα 32.00. ΒΑΜΒΑΞ: Βάμβαξ 6.25—6.30. bbox=[1131, 613, 1558, 677]
bond-number: 224651 bbox=[737, 459, 767, 468]
bond-number: 413401—413500 bbox=[597, 522, 662, 532]
bond-number: 327581 bbox=[737, 541, 767, 551]
article-body: ΞΑΝΘΗ, 15.— Ἤρχισαν αἱ ἐργασίαι διανοίξεως τοῦ διαύλου τοῦ λιμένος Πόρτο Λάγος. bbox=[267, 1536, 397, 1578]
article-body: γουν ἐκ τῆς ἐκθέσεως, διὰ τὴν ἐπιτυχίαν τῶν στόχων. bbox=[406, 451, 588, 471]
bond-number: 762601—762700 bbox=[597, 491, 662, 502]
article-body: ΑΘΗΝΑΙ, 15.— Ἡ σύσκεψις τῶν ἐμπόρων ἐξήτασε τὸ θέμα τοῦ τέλους χαρτοσήμου. bbox=[880, 612, 1122, 633]
column-rule bbox=[1126, 54, 1127, 2332]
headline: ΕΠΙΣΤΗΜΟΝΙΚΟΝ ΣΥΜΠΟΣΙΟΝ ΠΕΡΙ ΜΕΤΑΜΟΣΧΕΥΣΕΩΝ ΑΡΧΙΖΕΙ ΑΥΡΙΟΝ ΕΙΣ ΤΟ «ΧΙΛΤΟΝ» ΤΩΝ ΑΘΗΝΩΝ ΜΕ ΣΥΜΜΕΤΟΧΗΝ ΙΑΤΡΩΝ, ΝΟΜΙΚΩΝ ΚΑΙ ΘΕΟΛΟΓΩΝ bbox=[1141, 95, 1548, 133]
bond-series-label: ΣΕΙΡΑ ΠΡΩΤΗ Α' 923701—923800 bbox=[600, 446, 728, 465]
article-body: ΑΘΗΝΑΙ, 15.— Διὰ βασιλικοῦ διατάγματος ἐπαναδιωρίσθη ὁ εἰσαγγελεὺς κ. Ἀργυρόπουλος. bbox=[880, 365, 1122, 385]
headline: ΤΟ ΤΕΛΟΣ ΧΑΡΤΟΣΗΜΟΥ ΕΚ ΧΟΝΔΡΙΚΩΝ ΠΩΛΗΣΕΩΝ bbox=[895, 589, 1107, 610]
traffic-accidents-body bbox=[1131, 384, 1558, 504]
bond-number: 418660 bbox=[597, 632, 627, 642]
article-body: βαίνου Γεώργ., Καλόπουλος Ἰωάν., Βασιλείδης Νικ., Γεωργιάδης Ἀλέξ., Γρηγορίου Χρ., Δημάκης Σταῦρος, Ἰωάννου Κων., Καραγιαννάκης Ἀλέξ., Καρδαμίτσης Βασ., Κουτσογιάννης Χαρ. bbox=[267, 1839, 397, 1925]
section-subhead: 21 ΤΡΑΥΜΑΤΙΑΙ bbox=[1415, 384, 1492, 394]
gold-price-list bbox=[406, 330, 588, 371]
headline: ΑΙ ΚΕΡΔΙΖΟΥΣΑΙ ΟΜΟΛΟΓΙΑΙ ΚΑΤΑ ΤΗΝ ΚΛΗΡΩΣΙΝ ΤΟΥ ΛΑΧΕΙΟΦΟΡΟΥ ΔΑΝΕΙΟΥ ΕΝΟΠΛΙΣΕΩΣ ΤΟΥ 1962 bbox=[597, 361, 871, 405]
bond-prize-label: Ἀνὰ 10.000 δραχμὰς bbox=[753, 446, 856, 456]
headline: ΕΡΓΑΣΙΑΙ ΔΙΑΝΟΙΞΕΩΣ ΔΙΑΥΛΟΥ ΛΙΜΕΝΟΣ bbox=[274, 1512, 389, 1534]
article-body: ΑΘΗΝΑΙ, 15.— Ὁ σύνδεσμος συνταξιούχων σιδηροδρομικῶν Βορείου Ἑλλάδος ἐξέτασε τὰ ἐκκρεμοῦντα προβλήματα τῶν μελῶν του. bbox=[597, 785, 871, 816]
